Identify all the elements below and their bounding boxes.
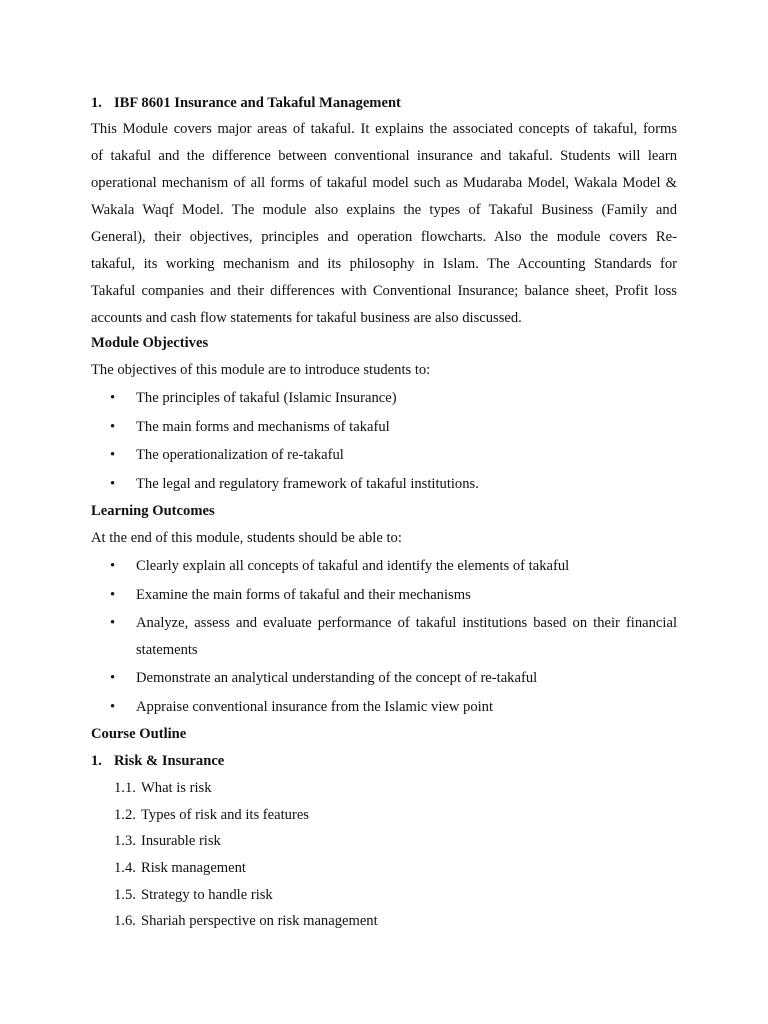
bullet-icon: • [110, 447, 116, 463]
description-line: Takaful companies and their differences with Conventional Insurance; balance sheet, Profit loss [91, 283, 677, 299]
outline-item-text: Strategy to handle risk [141, 887, 273, 903]
section-title: IBF 8601 Insurance and Takaful Management [114, 95, 401, 111]
bullet-icon: • [110, 419, 116, 435]
outline-item-text: Risk management [141, 860, 246, 876]
bullet-icon: • [110, 587, 116, 603]
outcomes-intro: At the end of this module, students should be able to: [91, 530, 402, 546]
outcome-item: Examine the main forms of takaful and their mechanisms [136, 587, 471, 603]
outline-item-text: Insurable risk [141, 833, 221, 849]
outline-item-number: 1.3. [114, 833, 136, 849]
description-line: accounts and cash flow statements for takaful business are also discussed. [91, 310, 522, 326]
outline-item-number: 1.1. [114, 780, 136, 796]
bullet-icon: • [110, 476, 116, 492]
objective-item: The main forms and mechanisms of takaful [136, 419, 390, 435]
section-number: 1. [91, 95, 102, 111]
objective-item: The legal and regulatory framework of takaful institutions. [136, 476, 479, 492]
outline-item-number: 1.6. [114, 913, 136, 929]
description-line: takaful, its working mechanism and its philosophy in Islam. The Accounting Standards for [91, 256, 677, 272]
objective-item: The principles of takaful (Islamic Insurance) [136, 390, 397, 406]
outline-item-text: Shariah perspective on risk management [141, 913, 378, 929]
outline-item-text: What is risk [141, 780, 212, 796]
description-line: General), their objectives, principles and operation flowcharts. Also the module covers Re- [91, 229, 677, 245]
objectives-intro: The objectives of this module are to introduce students to: [91, 362, 431, 378]
outcome-item: Analyze, assess and evaluate performance of takaful institutions based on their financial [136, 615, 677, 631]
outline-item-number: 1.4. [114, 860, 136, 876]
outline-item-number: 1.5. [114, 887, 136, 903]
objectives-heading: Module Objectives [91, 335, 209, 351]
description-line: Wakala Waqf Model. The module also explains the types of Takaful Business (Family and [91, 202, 677, 218]
outcomes-heading: Learning Outcomes [91, 503, 215, 519]
unit-title: Risk & Insurance [114, 753, 225, 769]
description-line: This Module covers major areas of takaful. It explains the associated concepts of takaful, forms [91, 121, 677, 137]
outcome-item-continuation: statements [136, 642, 198, 658]
bullet-icon: • [110, 390, 116, 406]
description-line: of takaful and the difference between conventional insurance and takaful. Students will learn [91, 148, 677, 164]
bullet-icon: • [110, 670, 116, 686]
bullet-icon: • [110, 699, 116, 715]
description-line: operational mechanism of all forms of takaful model such as Mudaraba Model, Wakala Model & [91, 175, 677, 191]
outline-item-text: Types of risk and its features [141, 807, 309, 823]
bullet-icon: • [110, 615, 116, 631]
bullet-icon: • [110, 558, 116, 574]
unit-number: 1. [91, 753, 102, 769]
outcome-item: Appraise conventional insurance from the Islamic view point [136, 699, 494, 715]
objective-item: The operationalization of re-takaful [136, 447, 344, 463]
outcome-item: Demonstrate an analytical understanding of the concept of re-takaful [136, 670, 538, 686]
outcome-item: Clearly explain all concepts of takaful and identify the elements of takaful [136, 558, 570, 574]
outline-item-number: 1.2. [114, 807, 136, 823]
outline-heading: Course Outline [91, 726, 187, 742]
